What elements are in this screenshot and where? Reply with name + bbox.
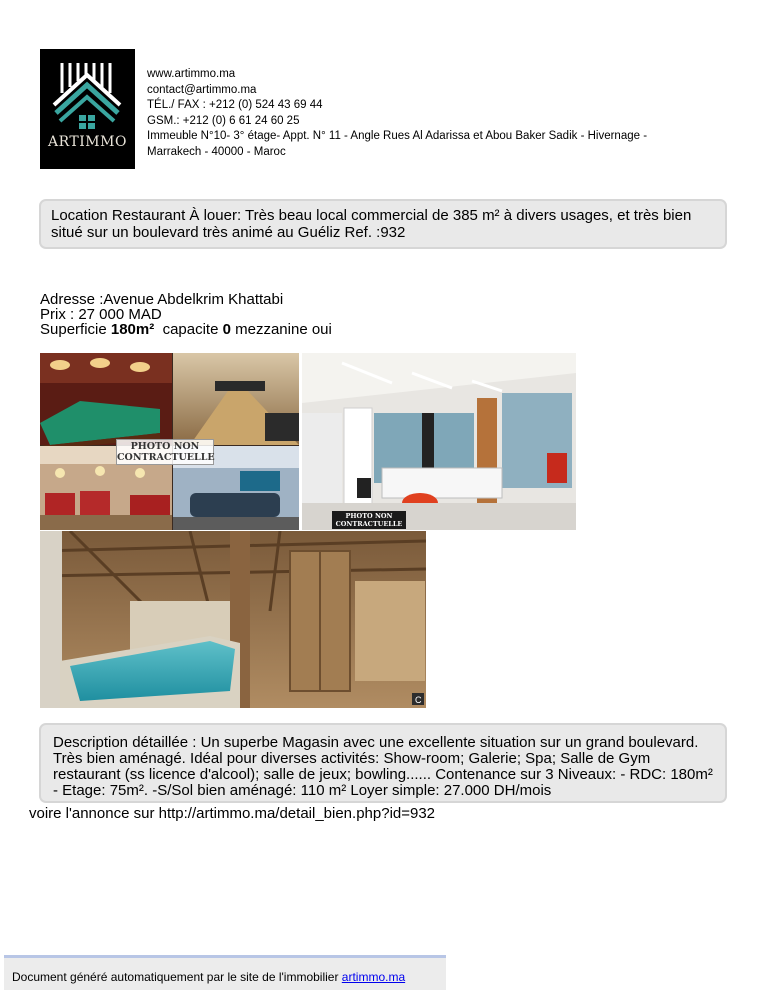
stamp-line-2: CONTRACTUELLE [117, 452, 215, 463]
listing-details [40, 292, 332, 337]
showroom-image [302, 353, 576, 530]
footer-link[interactable]: artimmo.ma [341, 970, 406, 984]
surface-line [40, 322, 332, 337]
website-line[interactable]: www.artimmo.ma [147, 68, 236, 80]
agency-contact-block [147, 67, 737, 161]
indoor-pool-image [40, 531, 426, 708]
address-line-1: Immeuble N°10- 3° étage- Appt. N° 11 - Angle Rues Al Adarissa et Abou Baker Sadik - Hivernage - [147, 130, 648, 143]
photo-disclaimer-stamp [116, 439, 214, 465]
photo-disclaimer-stamp-2 [332, 511, 406, 529]
gsm-line: GSM.: +212 (0) 6 61 24 60 25 [147, 114, 300, 127]
address-line-2: Marrakech - 40000 - Maroc [147, 145, 286, 158]
stamp-line-1: PHOTO NON [130, 441, 200, 452]
footer-text: Document généré automatiquement par le site de l'immobilier [12, 970, 342, 984]
listing-title-box [39, 199, 727, 249]
page-footer [4, 955, 446, 990]
superficie-value: 180m² [110, 321, 155, 338]
stamp2-line-1: PHOTO NON [345, 512, 393, 520]
superficie-label: Superficie [40, 321, 111, 338]
stamp2-line-2: CONTRACTUELLE [335, 520, 403, 528]
phone-fax-line: TÉL./ FAX : +212 (0) 524 43 69 44 [147, 99, 323, 112]
listing-link-line[interactable]: voire l'annonce sur http://artimmo.ma/detail_bien.php?id=932 [29, 805, 436, 822]
photo-showroom [302, 353, 576, 530]
price-text: Prix : 27 000 MAD [40, 306, 162, 323]
logo-house-icon [40, 49, 135, 169]
listing-title: Location Restaurant À louer: Très beau local commercial de 385 m² à divers usages, et très bien situé sur un boulevard très animé au Guéliz Ref. :932 [51, 207, 692, 241]
capacite-label: capacite [154, 321, 223, 338]
mezzanine-text: mezzanine oui [230, 321, 332, 338]
photo-indoor-pool [40, 531, 426, 708]
artimmo-logo [40, 49, 135, 169]
capacite-value: 0 [222, 321, 231, 338]
logo-wordmark: ARTIMMO [48, 134, 127, 150]
description-text: Description détaillée : Un superbe Magasin avec une excellente situation sur un grand boulevard. Très bien aménagé. Idéal pour diverses activités: Show-room; Galerie; Spa; Salle de Gym restaurant (ss licence d'alcool); salle de jeux; bowling...... Contenance sur 3 Niveaux: - RDC: 180m² - Etage: 75m². -S/Sol bien aménagé: 110 m² Loyer simple: 27.000 DH/mois [53, 734, 713, 799]
photo-corner-mark: C [415, 695, 422, 705]
address-text: Adresse :Avenue Abdelkrim Khattabi [40, 291, 284, 308]
photo-leisure-collage [40, 353, 299, 530]
email-line[interactable]: contact@artimmo.ma [147, 83, 257, 96]
description-box [39, 723, 727, 803]
